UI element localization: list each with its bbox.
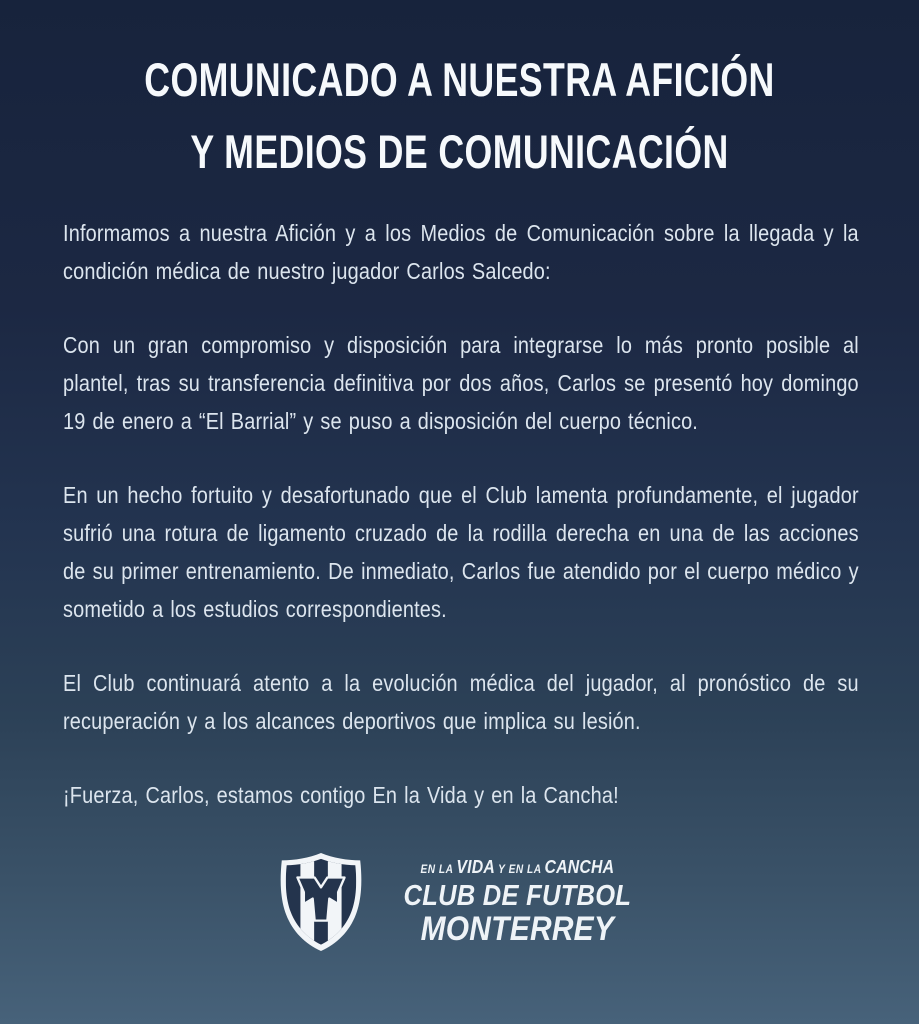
slogan-y-en-la: Y EN LA [498, 864, 542, 876]
footer-brand [0, 850, 919, 954]
paragraph-intro: Informamos a nuestra Afición y a los Medios de Comunicación sobre la llegada y la condición médica de nuestro jugador Carlos Salcedo: [63, 220, 859, 284]
brand-wordmark [404, 857, 632, 947]
paragraph-support: ¡Fuerza, Carlos, estamos contigo En la Vida y en la Cancha! [63, 782, 619, 808]
club-name-line1: CLUB DE FUTBOL [403, 880, 632, 912]
slogan-vida: VIDA [456, 857, 496, 877]
paragraph-followup: El Club continuará atento a la evolución médica del jugador, al pronóstico de su recuperación y a los alcances deportivos que implica su lesión. [63, 670, 859, 734]
brand-slogan [404, 857, 632, 878]
slogan-en-la-1: EN LA [420, 864, 454, 876]
paragraph-injury: En un hecho fortuito y desafortunado que el Club lamenta profundamente, el jugador sufrió una rotura de ligamento cruzado de la rodilla derecha en una de las acciones de su primer entrenamiento. De inmediato, Carlos fue atendido por el cuerpo médico y sometido a los estudios correspondientes. [63, 482, 859, 622]
monterrey-crest-logo [272, 850, 370, 954]
paragraph-arrival: Con un gran compromiso y disposición para integrarse lo más pronto posible al plantel, tras su transferencia definitiva por dos años, Carlos se presentó hoy domingo 19 de enero a “El Barrial” y se puso a disposición del cuerpo técnico. [63, 332, 859, 434]
monterrey-crest-icon [272, 850, 370, 954]
announcement-header [0, 0, 919, 188]
announcement-body [0, 214, 919, 814]
page-title [110, 44, 808, 188]
slogan-cancha: CANCHA [544, 857, 615, 877]
club-name-line2: MONTERREY [420, 910, 615, 948]
title-line-1: COMUNICADO A NUESTRA AFICIÓN [144, 53, 775, 106]
title-line-2: Y MEDIOS DE COMUNICACIÓN [190, 125, 729, 178]
